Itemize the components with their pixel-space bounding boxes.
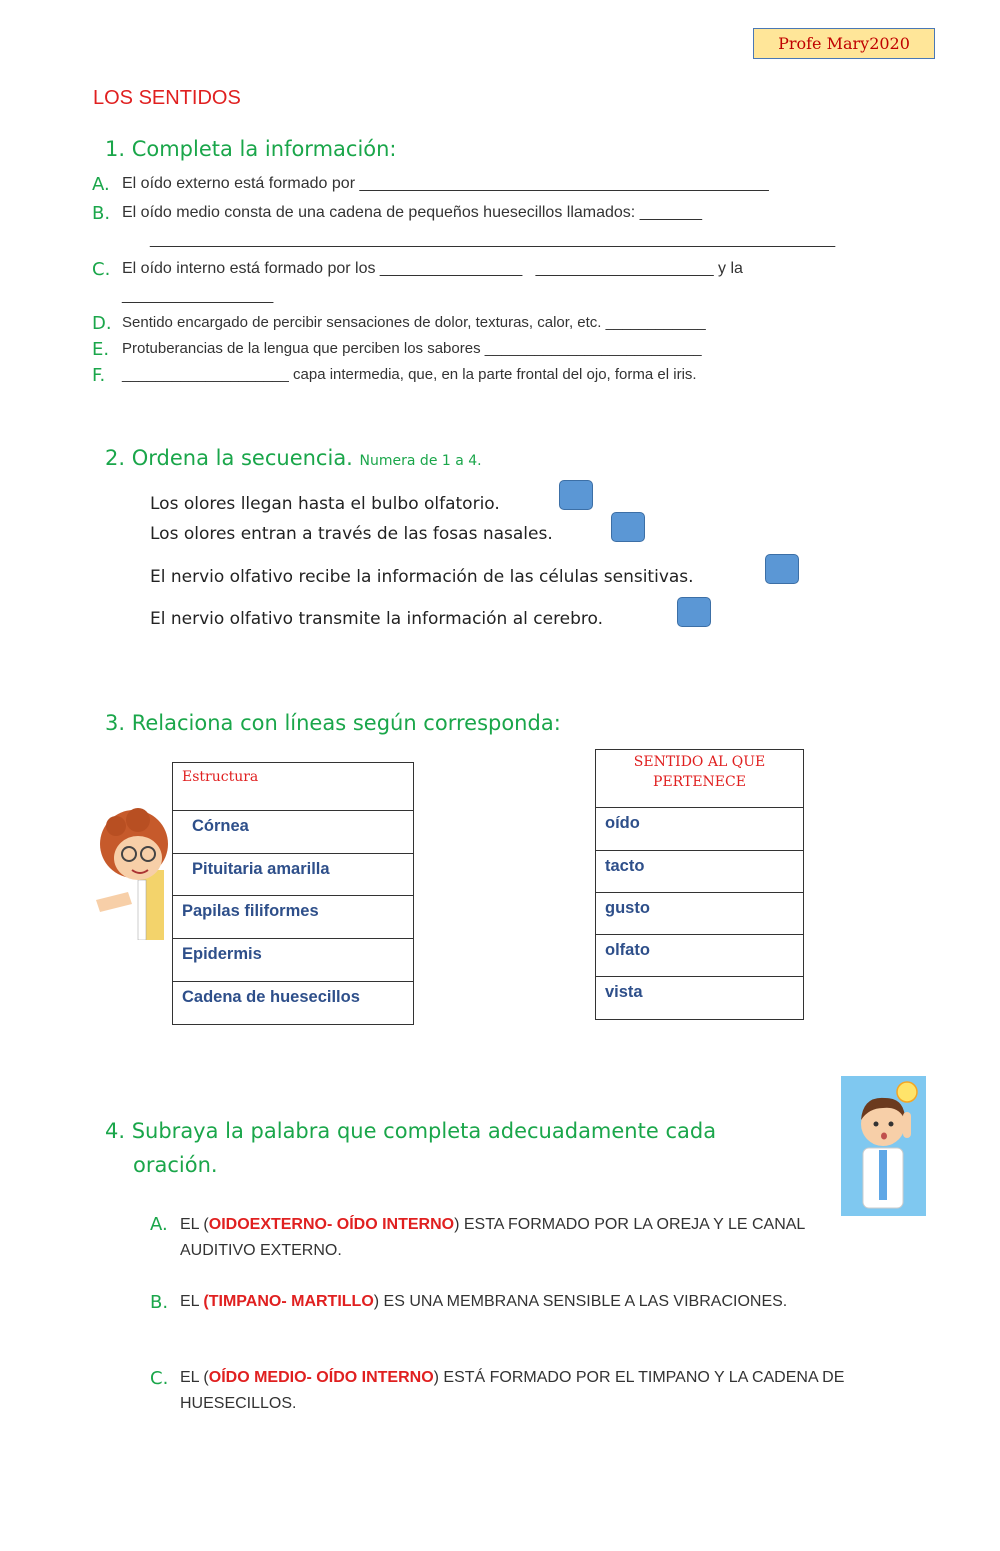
section-1-heading: 1. Completa la información:	[105, 137, 397, 161]
q4-item-b	[180, 1289, 880, 1315]
q1-letter-a: A.	[92, 174, 110, 195]
student-hair-curl	[106, 816, 126, 836]
author-badge: Profe Mary2020	[753, 28, 935, 59]
section-4-heading: 4. Subraya la palabra que completa adecuadamente cada	[105, 1119, 717, 1143]
scientist-eye	[889, 1122, 894, 1127]
q1-item-e[interactable]: Protuberancias de la lengua que perciben los sabores __________________________	[122, 340, 702, 357]
q4-item-c-pre: EL (	[180, 1369, 209, 1386]
q4-item-b-post: ) ES UNA MEMBRANA SENSIBLE A LAS VIBRACIONES.	[373, 1293, 788, 1310]
q1-item-f[interactable]: ____________________ capa intermedia, que, en la parte frontal del ojo, forma el iris.	[122, 366, 697, 383]
q1-item-c[interactable]: El oído interno está formado por los ________________ ____________________ y la	[122, 260, 743, 277]
structure-table-header: Estructura	[173, 763, 414, 811]
structure-table	[172, 762, 414, 1025]
sequence-item-2: Los olores entran a través de las fosas nasales.	[150, 524, 553, 544]
student-illustration	[88, 800, 168, 940]
q4-item-b-pre: EL	[180, 1293, 204, 1310]
structure-item[interactable]: Pituitaria amarilla	[173, 854, 414, 896]
structure-item[interactable]: Cadena de huesecillos	[173, 982, 414, 1025]
sense-item[interactable]: tacto	[596, 851, 804, 893]
scientist-mouth	[881, 1133, 887, 1140]
q1-item-a[interactable]: El oído externo está formado por ______________________________________________	[122, 175, 769, 192]
lightbulb-icon	[897, 1082, 917, 1102]
section-2-heading	[105, 446, 482, 470]
scientist-hand	[903, 1112, 911, 1138]
section-2-subheading: Numera de 1 a 4.	[359, 453, 482, 469]
sequence-number-box-2[interactable]	[611, 512, 645, 542]
scientist-eye	[874, 1122, 879, 1127]
student-shirt-collar	[138, 880, 146, 940]
structure-item[interactable]: Córnea	[173, 811, 414, 854]
q4-item-c	[180, 1365, 900, 1417]
q4-letter-c: C.	[150, 1368, 169, 1389]
q4-letter-b: B.	[150, 1292, 169, 1313]
q1-letter-e: E.	[92, 339, 110, 360]
section-3-heading: 3. Relaciona con líneas según corresponda:	[105, 711, 561, 735]
sense-item[interactable]: vista	[596, 977, 804, 1020]
sequence-number-box-3[interactable]	[765, 554, 799, 584]
q1-item-d[interactable]: Sentido encargado de percibir sensaciones de dolor, texturas, calor, etc. ____________	[122, 314, 706, 331]
q4-item-c-post: ) ESTÁ FORMADO POR EL TIMPANO Y LA CADENA DE HUESECILLOS.	[180, 1369, 845, 1412]
section-2-heading-text: 2. Ordena la secuencia.	[105, 446, 353, 470]
student-hair-curl	[126, 808, 150, 832]
q1-letter-b: B.	[92, 203, 111, 224]
sequence-number-box-4[interactable]	[677, 597, 711, 627]
page-title: LOS SENTIDOS	[93, 87, 241, 109]
q1-item-b[interactable]: El oído medio consta de una cadena de pequeños huesecillos llamados: _______	[122, 204, 702, 221]
sequence-item-4: El nervio olfativo transmite la información al cerebro.	[150, 609, 604, 629]
section-4-heading-continued: oración.	[133, 1153, 218, 1177]
q1-item-b-continued[interactable]: _____________________________________________________________________________	[150, 231, 836, 248]
q1-letter-c: C.	[92, 259, 111, 280]
sense-item[interactable]: gusto	[596, 893, 804, 935]
scientist-illustration	[841, 1076, 926, 1216]
sense-item[interactable]: olfato	[596, 935, 804, 977]
structure-item[interactable]: Papilas filiformes	[173, 896, 414, 939]
structure-item[interactable]: Epidermis	[173, 939, 414, 982]
shirt	[879, 1150, 887, 1200]
sequence-item-1: Los olores llegan hasta el bulbo olfatorio.	[150, 494, 500, 514]
q4-item-b-options[interactable]: (TIMPANO- MARTILLO	[203, 1293, 374, 1310]
q4-item-a-options[interactable]: OIDOEXTERNO- OÍDO INTERNO	[208, 1216, 455, 1233]
sequence-number-box-1[interactable]	[559, 480, 593, 510]
q4-item-a-post: ) ESTA FORMADO POR LA OREJA Y LE CANAL AUDITIVO EXTERNO.	[180, 1216, 805, 1259]
q1-letter-f: F.	[92, 365, 106, 386]
sense-table-header: SENTIDO AL QUE PERTENECE	[596, 750, 804, 808]
q4-item-a	[180, 1212, 820, 1264]
sequence-item-3: El nervio olfativo recibe la información de las células sensitivas.	[150, 567, 694, 587]
q4-letter-a: A.	[150, 1214, 168, 1235]
q4-item-a-pre: EL (	[180, 1216, 209, 1233]
q1-item-c-continued[interactable]: _________________	[122, 287, 274, 304]
student-pointing-hand	[96, 892, 132, 912]
sense-item[interactable]: oído	[596, 808, 804, 851]
q4-item-c-options[interactable]: OÍDO MEDIO- OÍDO INTERNO	[208, 1369, 434, 1386]
sense-table	[595, 749, 804, 1020]
q1-letter-d: D.	[92, 313, 112, 334]
